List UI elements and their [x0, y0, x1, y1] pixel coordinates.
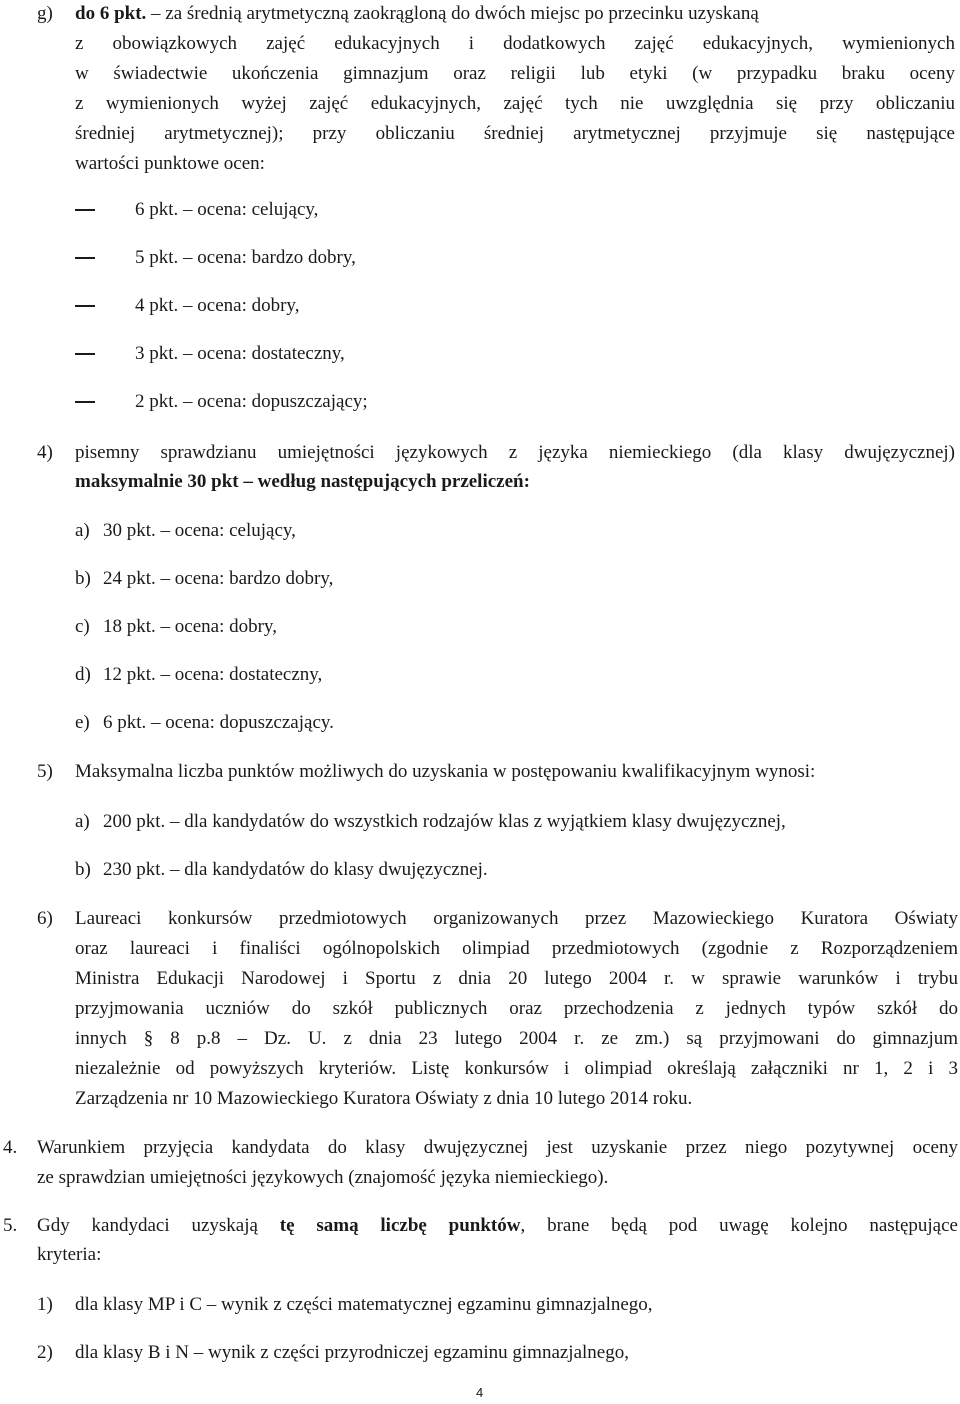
item-g-line-6: wartości punktowe ocen: — [75, 153, 265, 174]
item-g-bold: do 6 pkt. — [75, 3, 147, 24]
section-6-line-4: przyjmowania uczniów do szkół publicznych oraz przechodzenia z jednych typów szkół do — [75, 998, 958, 1019]
list-item: 24 pkt. – ocena: bardzo dobry, — [103, 568, 334, 589]
section-6-number: 6) — [37, 908, 53, 929]
list-item-label: b) — [75, 568, 91, 589]
paragraph-5-post: , brane będą pod uwagę kolejno następujące — [520, 1215, 958, 1236]
grade-item: 6 pkt. – ocena: celujący, — [135, 199, 319, 220]
paragraph-5-pre: Gdy kandydaci uzyskają — [37, 1215, 280, 1236]
list-item-label: e) — [75, 712, 90, 733]
item-g-line-5: średniej arytmetycznej); przy obliczaniu średniej arytmetycznej przyjmuje się następujące — [75, 123, 955, 144]
item-g-line-2: z obowiązkowych zajęć edukacyjnych i dodatkowych zajęć edukacyjnych, wymienionych — [75, 33, 955, 54]
list-item: 18 pkt. – ocena: dobry, — [103, 616, 277, 637]
grade-item: 4 pkt. – ocena: dobry, — [135, 295, 300, 316]
item-g-line-3: w świadectwie ukończenia gimnazjum oraz religii lub etyki (w przypadku braku oceny — [75, 63, 955, 84]
section-5-number: 5) — [37, 761, 53, 782]
item-g-label: g) — [37, 3, 53, 24]
grade-item: 3 pkt. – ocena: dostateczny, — [135, 343, 345, 364]
section-6-line-5: innych § 8 p.8 – Dz. U. z dnia 23 lutego 2004 r. ze zm.) są przyjmowani do gimnazjum — [75, 1028, 958, 1049]
dash-bullet — [75, 353, 95, 355]
list-item-label: d) — [75, 664, 91, 685]
list-item: 230 pkt. – dla kandydatów do klasy dwujęzycznej. — [103, 859, 488, 880]
section-5-text: Maksymalna liczba punktów możliwych do uzyskania w postępowaniu kwalifikacyjnym wynosi: — [75, 761, 816, 782]
grade-item: 5 pkt. – ocena: bardzo dobry, — [135, 247, 356, 268]
section-6-line-1: Laureaci konkursów przedmiotowych organizowanych przez Mazowieckiego Kuratora Oświaty — [75, 908, 958, 929]
item-g-line-4: z wymienionych wyżej zajęć edukacyjnych, zajęć tych nie uwzględnia się przy obliczaniu — [75, 93, 955, 114]
section-4-line-1: pisemny sprawdzianu umiejętności językowych z języka niemieckiego (dla klasy dwujęzycznej) — [75, 442, 955, 463]
dash-bullet — [75, 401, 95, 403]
paragraph-5-line-1 — [37, 1214, 958, 1238]
paragraph-4-number: 4. — [3, 1137, 18, 1158]
paragraph-4-line-1: Warunkiem przyjęcia kandydata do klasy dwujęzycznej jest uzyskanie przez niego pozytywnej oceny — [37, 1137, 958, 1158]
list-item-label: c) — [75, 616, 90, 637]
section-4-number: 4) — [37, 442, 53, 463]
item-g-text-1: – za średnią arytmetyczną zaokrągloną do dwóch miejsc po przecinku uzyskaną — [146, 3, 759, 24]
section-6-line-7: Zarządzenia nr 10 Mazowieckiego Kuratora Oświaty z dnia 10 lutego 2014 roku. — [75, 1088, 693, 1109]
dash-bullet — [75, 209, 95, 211]
paragraph-4-line-2: ze sprawdzian umiejętności językowych (znajomość języka niemieckiego). — [37, 1167, 609, 1188]
section-4-line-2: maksymalnie 30 pkt – według następujących przeliczeń: — [75, 471, 530, 492]
list-item: 200 pkt. – dla kandydatów do wszystkich rodzajów klas z wyjątkiem klasy dwujęzycznej, — [103, 811, 786, 832]
paragraph-5-number: 5. — [3, 1215, 18, 1236]
list-item-label: a) — [75, 520, 90, 541]
list-item: dla klasy B i N – wynik z części przyrodniczej egzaminu gimnazjalnego, — [75, 1342, 629, 1363]
page-number: 4 — [476, 1385, 484, 1400]
list-item-label: 1) — [37, 1294, 53, 1315]
grade-item: 2 pkt. – ocena: dopuszczający; — [135, 391, 368, 412]
section-6-line-6: niezależnie od powyższych kryteriów. Listę konkursów i olimpiad określają załączniki nr 1, 2 i 3 — [75, 1058, 958, 1079]
list-item-label: 2) — [37, 1342, 53, 1363]
dash-bullet — [75, 257, 95, 259]
list-item: dla klasy MP i C – wynik z części matematycznej egzaminu gimnazjalnego, — [75, 1294, 653, 1315]
dash-bullet — [75, 305, 95, 307]
list-item: 30 pkt. – ocena: celujący, — [103, 520, 296, 541]
paragraph-5-bold: tę samą liczbę punktów — [279, 1215, 521, 1236]
list-item: 12 pkt. – ocena: dostateczny, — [103, 664, 323, 685]
item-g — [37, 2, 53, 26]
item-g-line-1 — [75, 2, 759, 26]
section-6-line-2: oraz laureaci i finaliści ogólnopolskich olimpiad przedmiotowych (zgodnie z Rozporządzeniem — [75, 938, 958, 959]
section-6-line-3: Ministra Edukacji Narodowej i Sportu z dnia 20 lutego 2004 r. w sprawie warunków i trybu — [75, 968, 958, 989]
list-item: 6 pkt. – ocena: dopuszczający. — [103, 712, 334, 733]
paragraph-5-line-2: kryteria: — [37, 1244, 102, 1265]
list-item-label: a) — [75, 811, 90, 832]
list-item-label: b) — [75, 859, 91, 880]
